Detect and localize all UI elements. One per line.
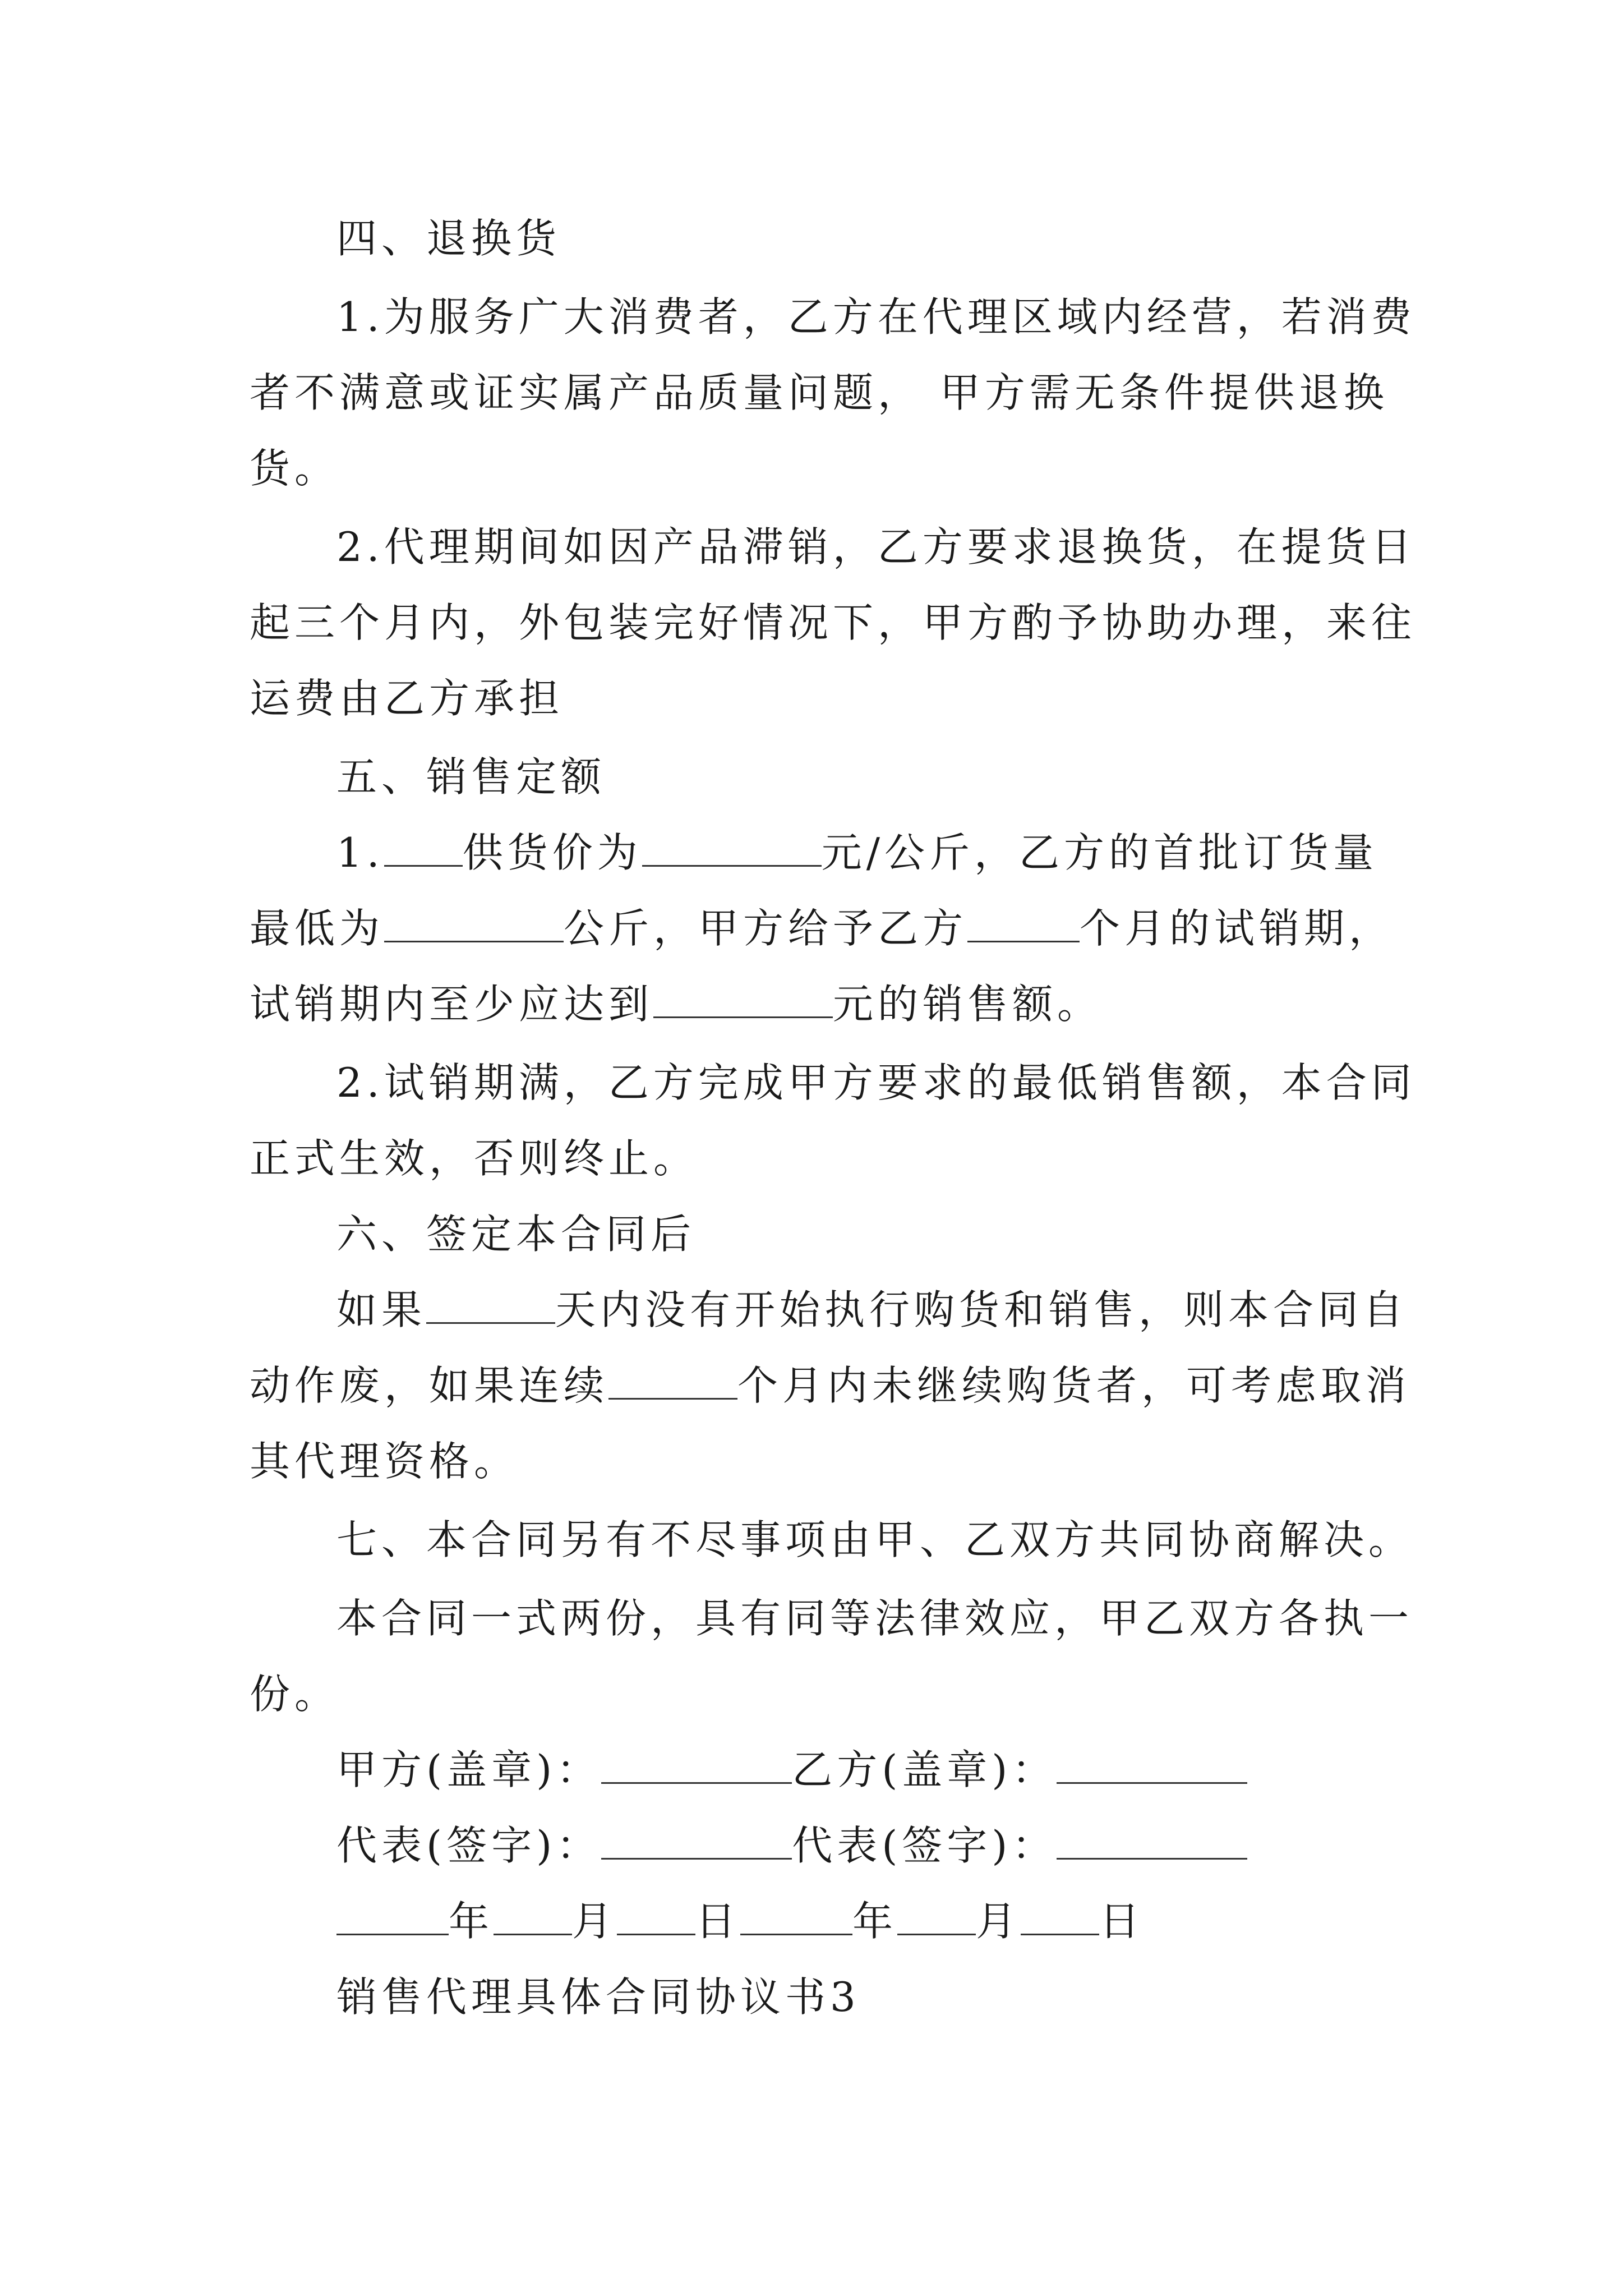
- signature-seal-line: [336, 1745, 1247, 1795]
- section-5-item-2-line-2: 正式生效，否则终止。: [250, 1135, 699, 1182]
- text-run: 如果: [336, 1286, 427, 1333]
- day-blank: [1021, 1900, 1099, 1935]
- month-blank: [494, 1900, 572, 1935]
- section-6-line-1: [336, 1285, 1408, 1335]
- section-5-item-1-line-1: [336, 827, 1378, 878]
- text-run: 个月的试销期，: [1080, 905, 1394, 952]
- rep-a-sign-label: 代表(签字)：: [336, 1822, 602, 1869]
- text-run: 1.: [336, 829, 384, 876]
- text-run: 试销期内至少应达到: [250, 981, 654, 1028]
- signature-rep-line: [336, 1820, 1247, 1871]
- month-label: 月: [572, 1898, 617, 1945]
- day-label: 日: [1099, 1898, 1145, 1945]
- party-a-seal-label: 甲方(盖章)：: [336, 1746, 602, 1793]
- section-5-item-1-line-2: [250, 903, 1394, 954]
- rep-a-sign-blank: [601, 1824, 792, 1860]
- section-4-item-1-line-3: 货。: [250, 445, 340, 492]
- section-7-line-1: 本合同一式两份，具有同等法律效应，甲乙双方各执一: [336, 1595, 1414, 1642]
- section-6-line-2: [250, 1360, 1410, 1411]
- section-6-line-3: 其代理资格。: [250, 1438, 519, 1485]
- section-6-heading: 六、签定本合同后: [336, 1211, 696, 1258]
- blank-field: [426, 1289, 555, 1324]
- text-run: 供货价为: [462, 829, 642, 876]
- year-blank: [740, 1900, 852, 1935]
- month-blank: [897, 1900, 976, 1935]
- party-b-seal-blank: [1057, 1749, 1247, 1784]
- text-run: 动作废，如果连续: [250, 1362, 609, 1409]
- section-4-item-2-line-2: 起三个月内，外包装完好情况下，甲方酌予协助办理，来往: [250, 599, 1417, 646]
- text-run: 个月内未继续购货者，可考虑取消: [737, 1362, 1411, 1409]
- text-run: 元的销售额。: [833, 981, 1103, 1028]
- party-b-seal-label: 乙方(盖章)：: [792, 1746, 1057, 1793]
- year-label: 年: [852, 1898, 898, 1945]
- day-blank: [617, 1900, 695, 1935]
- section-5-item-2-line-1: 2.试销期满，乙方完成甲方要求的最低销售额，本合同: [336, 1059, 1416, 1106]
- blank-field: [384, 907, 564, 942]
- section-4-heading: 四、退换货: [336, 215, 561, 262]
- section-5-heading: 五、销售定额: [336, 753, 606, 800]
- party-a-seal-blank: [601, 1749, 792, 1784]
- blank-field: [608, 1364, 737, 1400]
- section-7-line-2: 份。: [250, 1671, 340, 1718]
- text-run: 天内没有开始执行购货和销售，则本合同自: [555, 1286, 1408, 1333]
- section-4-item-2-line-3: 运费由乙方承担: [250, 675, 564, 722]
- blank-field: [967, 907, 1080, 942]
- section-4-item-2-line-1: 2.代理期间如因产品滞销，乙方要求退换货，在提货日: [336, 523, 1416, 570]
- section-7-heading: 七、本合同另有不尽事项由甲、乙双方共同协商解决。: [336, 1516, 1414, 1563]
- year-label: 年: [449, 1898, 494, 1945]
- rep-b-sign-blank: [1057, 1824, 1247, 1860]
- blank-field: [653, 983, 833, 1018]
- signature-date-line: [336, 1896, 1144, 1947]
- year-blank: [336, 1900, 449, 1935]
- day-label: 日: [695, 1898, 741, 1945]
- text-run: 元/公斤，乙方的首批订货量: [821, 829, 1378, 876]
- rep-b-sign-label: 代表(签字)：: [792, 1822, 1057, 1869]
- month-label: 月: [976, 1898, 1021, 1945]
- blank-field: [384, 831, 463, 867]
- text-run: 公斤，甲方给予乙方: [564, 905, 968, 952]
- next-document-title: 销售代理具体合同协议书3: [336, 1973, 860, 2021]
- text-run: 最低为: [250, 905, 385, 952]
- section-4-item-1-line-2: 者不满意或证实属产品质量问题， 甲方需无条件提供退换: [250, 369, 1389, 416]
- blank-field: [642, 831, 822, 867]
- section-5-item-1-line-3: [250, 979, 1102, 1029]
- section-4-item-1-line-1: 1.为服务广大消费者，乙方在代理区域内经营，若消费: [336, 293, 1416, 341]
